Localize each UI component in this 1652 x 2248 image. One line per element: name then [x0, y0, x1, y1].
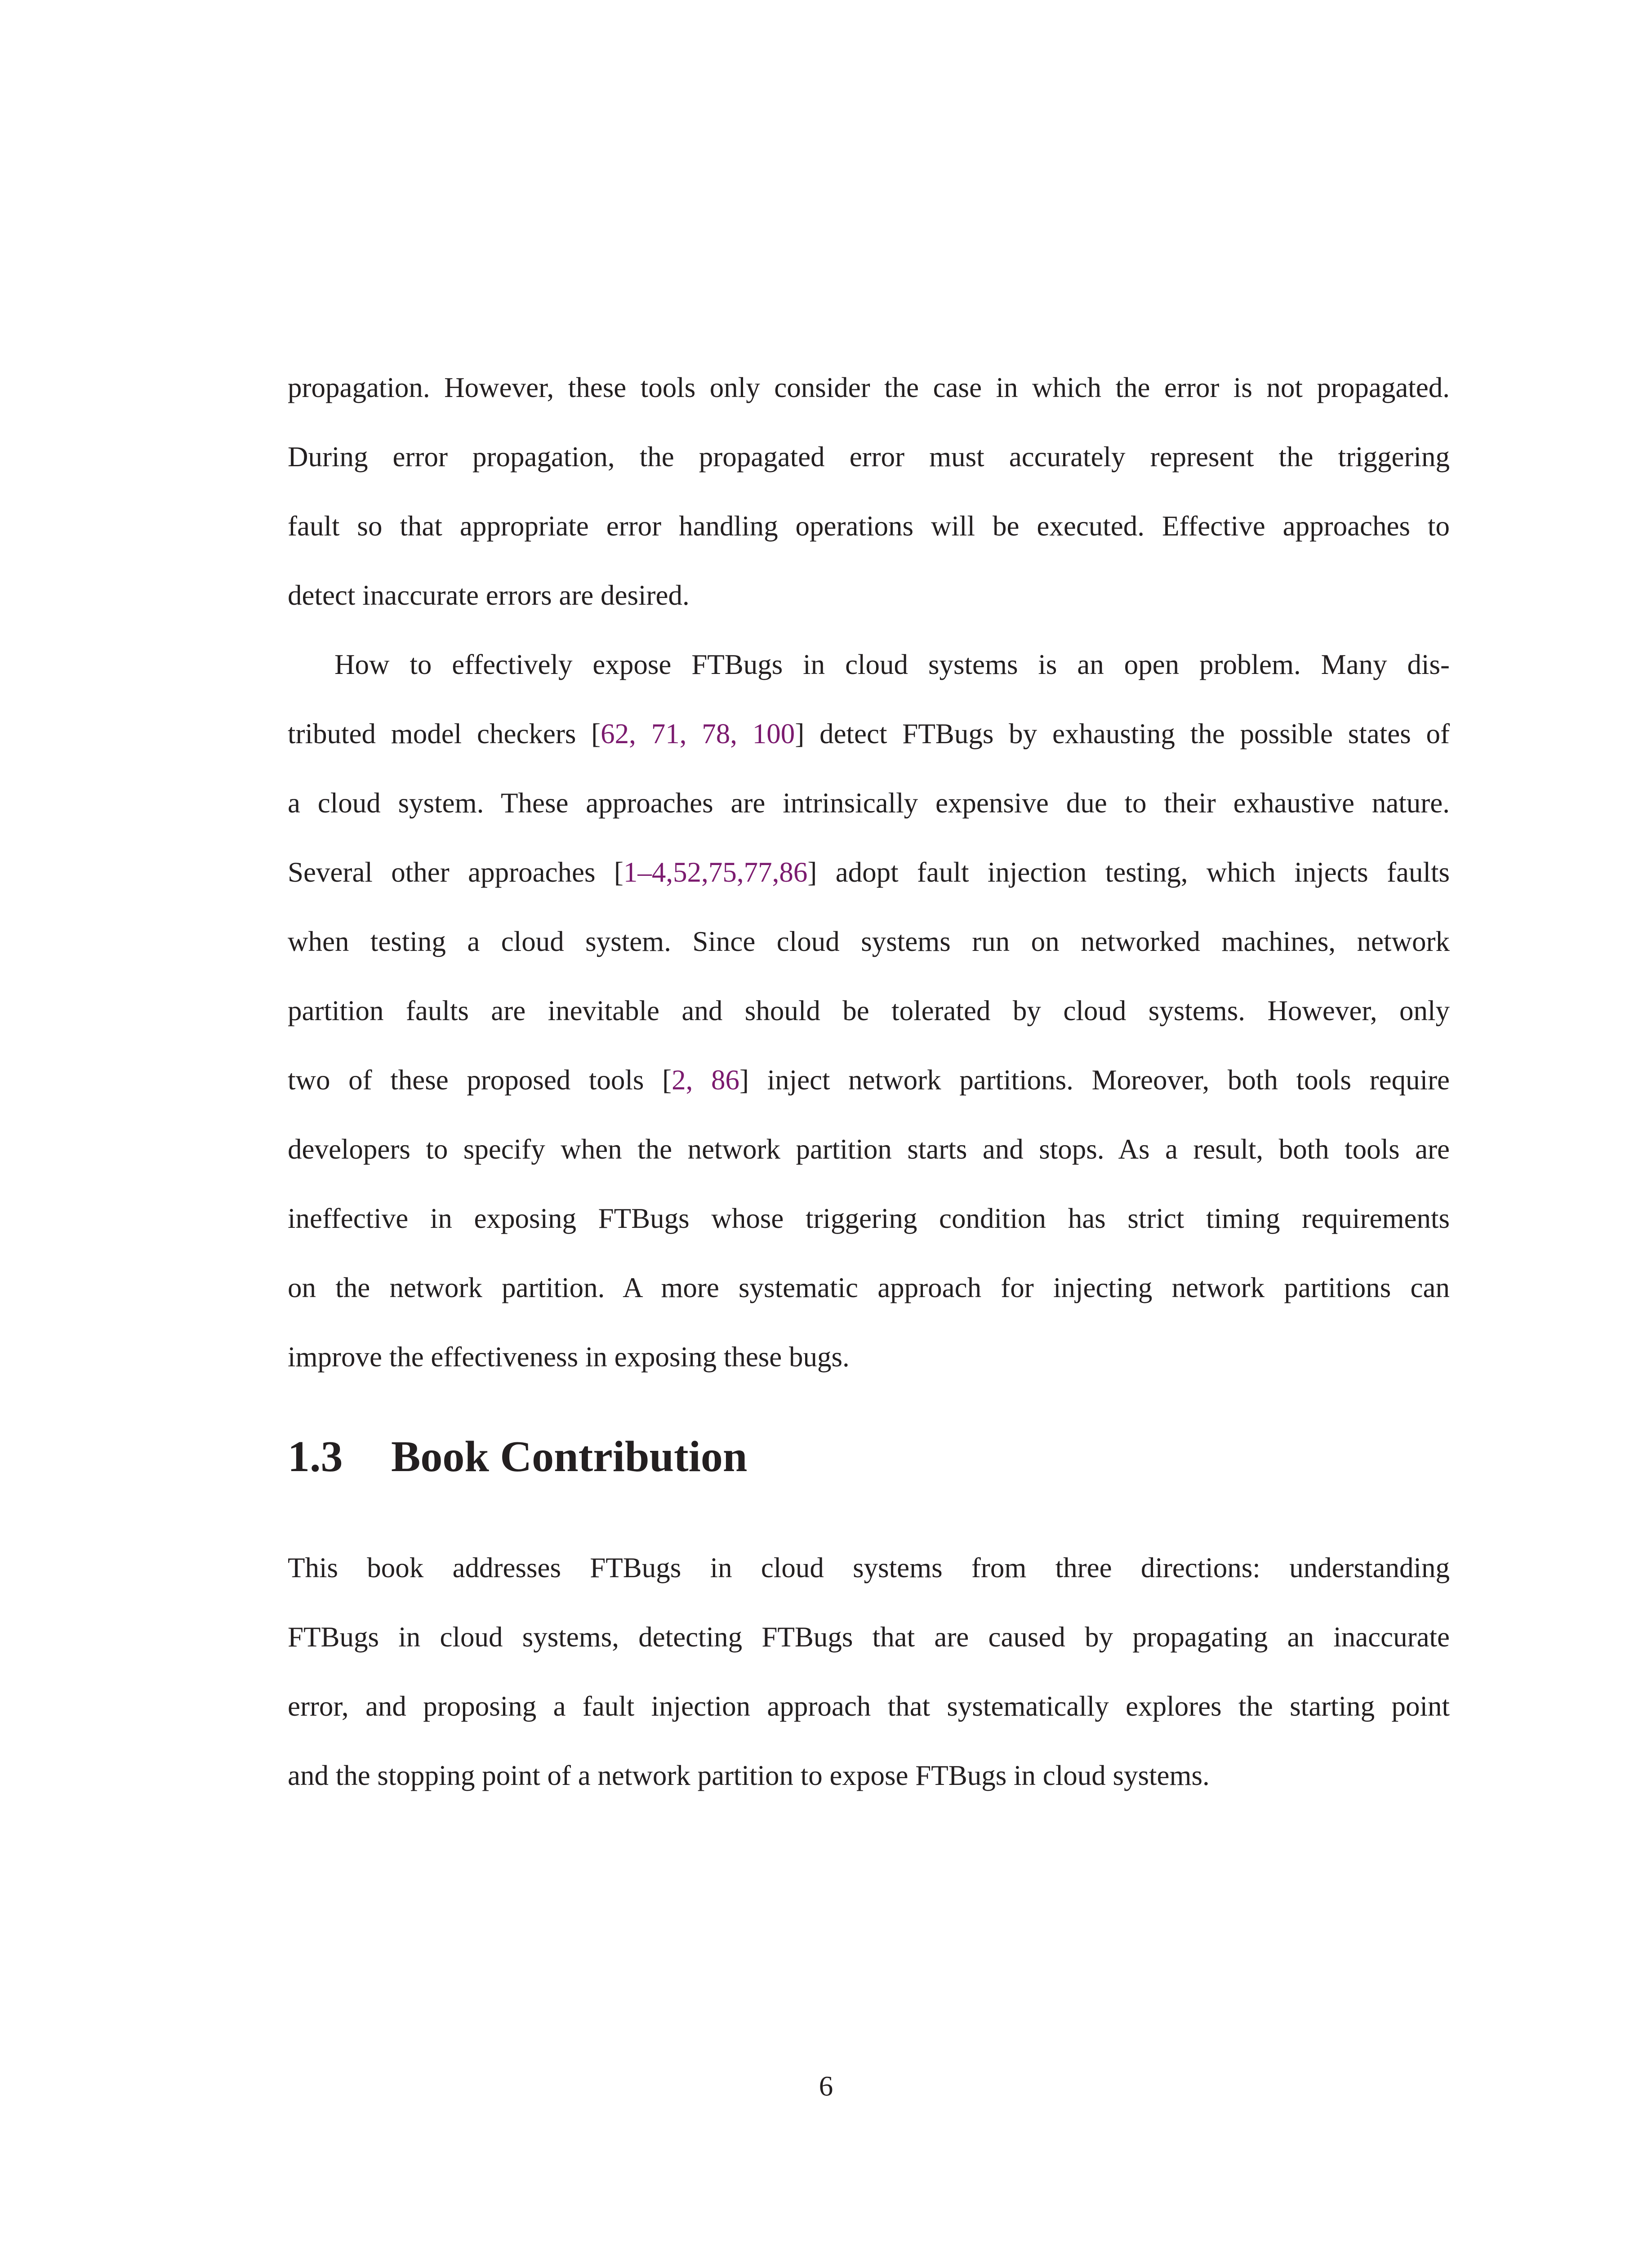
section-number: 1.3 [288, 1432, 343, 1481]
section-heading [288, 1427, 747, 1486]
text-line: During error propagation, the propagated error must accurately represent the triggering [288, 441, 1450, 473]
text-line: How to effectively expose FTBugs in cloud systems is an open problem. Many dis- [334, 649, 1450, 680]
citation-link[interactable]: 2, 86 [672, 1064, 739, 1096]
section-body [288, 1533, 1450, 1810]
text-fragment: ] detect FTBugs by exhausting the possible states of [795, 718, 1450, 749]
paragraph-exposing-ftbugs [288, 630, 1450, 1392]
text-line: when testing a cloud system. Since cloud systems run on networked machines, network [288, 926, 1450, 957]
text-line: and the stopping point of a network partition to expose FTBugs in cloud systems. [288, 1760, 1210, 1791]
text-line: This book addresses FTBugs in cloud systems from three directions: understanding [288, 1552, 1450, 1583]
citation-link[interactable]: 62, 71, 78, 100 [601, 718, 795, 749]
text-line: error, and proposing a fault injection approach that systematically explores the starting point [288, 1690, 1450, 1722]
text-fragment: ] inject network partitions. Moreover, both tools require [739, 1064, 1450, 1096]
text-line: developers to specify when the network partition starts and stops. As a result, both tools are [288, 1133, 1450, 1165]
citation-link[interactable]: 1–4,52,75,77,86 [623, 856, 808, 888]
text-line [288, 699, 1450, 768]
text-line: fault so that appropriate error handling operations will be executed. Effective approaches to [288, 510, 1450, 542]
text-fragment: tributed model checkers [ [288, 718, 601, 749]
body-text [288, 353, 1450, 1392]
text-line: propagation. However, these tools only consider the case in which the error is not propagated. [288, 372, 1450, 403]
text-line: FTBugs in cloud systems, detecting FTBugs that are caused by propagating an inaccurate [288, 1621, 1450, 1653]
text-line [288, 1045, 1450, 1115]
section-title: Book Contribution [391, 1432, 748, 1481]
paragraph-book-contribution [288, 1533, 1450, 1810]
text-line: ineffective in exposing FTBugs whose triggering condition has strict timing requirements [288, 1203, 1450, 1234]
text-line: a cloud system. These approaches are intrinsically expensive due to their exhaustive nature. [288, 787, 1450, 819]
text-fragment: Several other approaches [ [288, 856, 623, 888]
text-fragment: ] adopt fault injection testing, which injects faults [807, 856, 1450, 888]
text-line: partition faults are inevitable and should be tolerated by cloud systems. However, only [288, 995, 1450, 1026]
text-line [288, 838, 1450, 907]
text-line: detect inaccurate errors are desired. [288, 580, 690, 611]
text-line: on the network partition. A more systematic approach for injecting network partitions can [288, 1272, 1450, 1303]
page-number: 6 [819, 2070, 833, 2102]
paragraph-error-propagation [288, 353, 1450, 630]
text-line: improve the effectiveness in exposing these bugs. [288, 1341, 850, 1373]
text-fragment: two of these proposed tools [ [288, 1064, 672, 1096]
